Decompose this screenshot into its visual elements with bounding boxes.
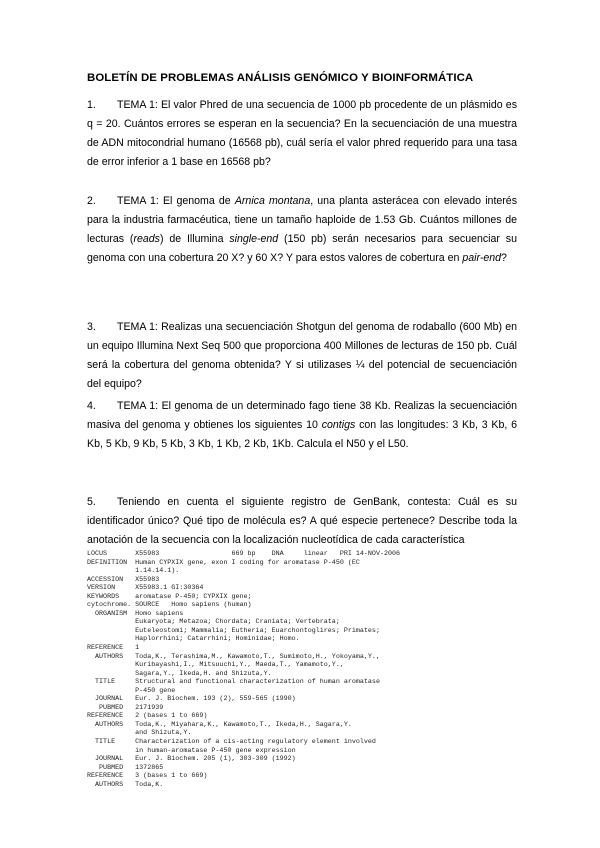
question-4 xyxy=(87,397,517,454)
question-number: 2. xyxy=(87,195,96,207)
question-number: 4. xyxy=(87,400,96,412)
italic-term: reads xyxy=(133,233,160,245)
question-text: , una planta asterácea con elevado interés para la industria farmacéutica, tiene un tamaño haploide de 1.53 Gb. Cuántos millones de lecturas ( xyxy=(87,195,517,245)
italic-term: single-end xyxy=(229,233,279,245)
italic-term: Arnica montana xyxy=(234,195,311,207)
question-text: Teniendo en cuenta el siguiente registro de GenBank, contesta: Cuál es su identificador único? Qué tipo de molécula es? A qué especie pertenece? Describe toda la anotación de la secuencia con la localización nucleotídica de cada característica xyxy=(87,496,517,546)
italic-term: pair-end xyxy=(462,252,502,264)
page-title: BOLETÍN DE PROBLEMAS ANÁLISIS GENÓMICO Y BIOINFORMÁTICA xyxy=(87,72,474,84)
question-text: (150 pb) serán necesarios para secuenciar su genoma con una cobertura 20 X? y 60 X? Y para estos valores de cobertura en xyxy=(87,233,517,264)
question-text: ? xyxy=(501,252,507,264)
question-text: TEMA 1: El valor Phred de una secuencia de 1000 pb procedente de un plásmido es q = 20. Cuántos errores se esperan en la secuencia? En la secuenciación de una muestra de ADN mitocondrial humano (16568 pb), cuál sería el valor phred requerido para una tasa de error inferior a 1 base en 16568 pb? xyxy=(87,99,517,168)
question-1 xyxy=(87,96,517,172)
italic-term: contigs xyxy=(321,419,356,431)
question-text: TEMA 1: El genoma de xyxy=(117,195,235,207)
question-text: ) de Illumina xyxy=(159,233,230,245)
question-number: 3. xyxy=(87,321,96,333)
question-2 xyxy=(87,192,517,268)
question-3 xyxy=(87,318,517,394)
question-5 xyxy=(87,493,517,550)
question-text: TEMA 1: El genoma de un determinado fago tiene 38 Kb. Realizas la secuenciación masiva del genoma y obtienes los siguientes 10 xyxy=(87,400,517,431)
question-text: TEMA 1: Realizas una secuenciación Shotgun del genoma de rodaballo (600 Mb) en un equipo Illumina Next Seq 500 que proporciona 400 Millones de lecturas de 150 pb. Cuál será la cobertura del genoma obtenida? Y si utilizases ¼ del potencial de secuenciación del equipo? xyxy=(87,321,517,390)
question-number: 1. xyxy=(87,99,96,111)
question-number: 5. xyxy=(87,496,96,508)
genbank-record: LOCUS X55983 669 bp DNA linear PRI 14-NOV-2006 DEFINITION Human CYPXIX gene, exon I coding for aromatase P-450 (EC 1.14.14.1). ACCESSION X55983 VERSION X55983.1 GI:30364 KEYWORDS aromatase P-450; CYPXIX gene; cytochrome. SOURCE Homo sapiens (human) ORGANISM Homo sapiens Eukaryota; Metazoa; Chordata; Craniata; Vertebrata; Euteleostomi; Mammalia; Eutheria; Euarchontoglires; Primates; Haplorrhini; Catarrhini; Hominidae; Homo. REFERENCE 1 AUTHORS Toda,K., Terashima,M., Kawamoto,T., Sumimoto,H., Yokoyama,Y., Kuribayashi,I., Mitsuuchi,Y., Maeda,T., Yamamoto,Y., Sagara,Y., Ikeda,H. and Shizuta,Y. TITLE Structural and functional characterization of human aromatase P-450 gene JOURNAL Eur. J. Biochem. 193 (2), 559-565 (1990) PUBMED 2171939 REFERENCE 2 (bases 1 to 669) AUTHORS Toda,K., Miyahara,K., Kawamoto,T., Ikeda,H., Sagara,Y. and Shizuta,Y. TITLE Characterization of a cis-acting regulatory element involved in human-aromatase P-450 gene expression JOURNAL Eur. J. Biochem. 205 (1), 303-309 (1992) PUBMED 1372865 REFERENCE 3 (bases 1 to 669) AUTHORS Toda,K. xyxy=(87,550,401,789)
question-text: con las longitudes: 3 Kb, 3 Kb, 6 Kb, 5 Kb, 9 Kb, 5 Kb, 3 Kb, 1 Kb, 2 Kb, 1Kb. Calcula el N50 y el L50. xyxy=(87,419,517,450)
